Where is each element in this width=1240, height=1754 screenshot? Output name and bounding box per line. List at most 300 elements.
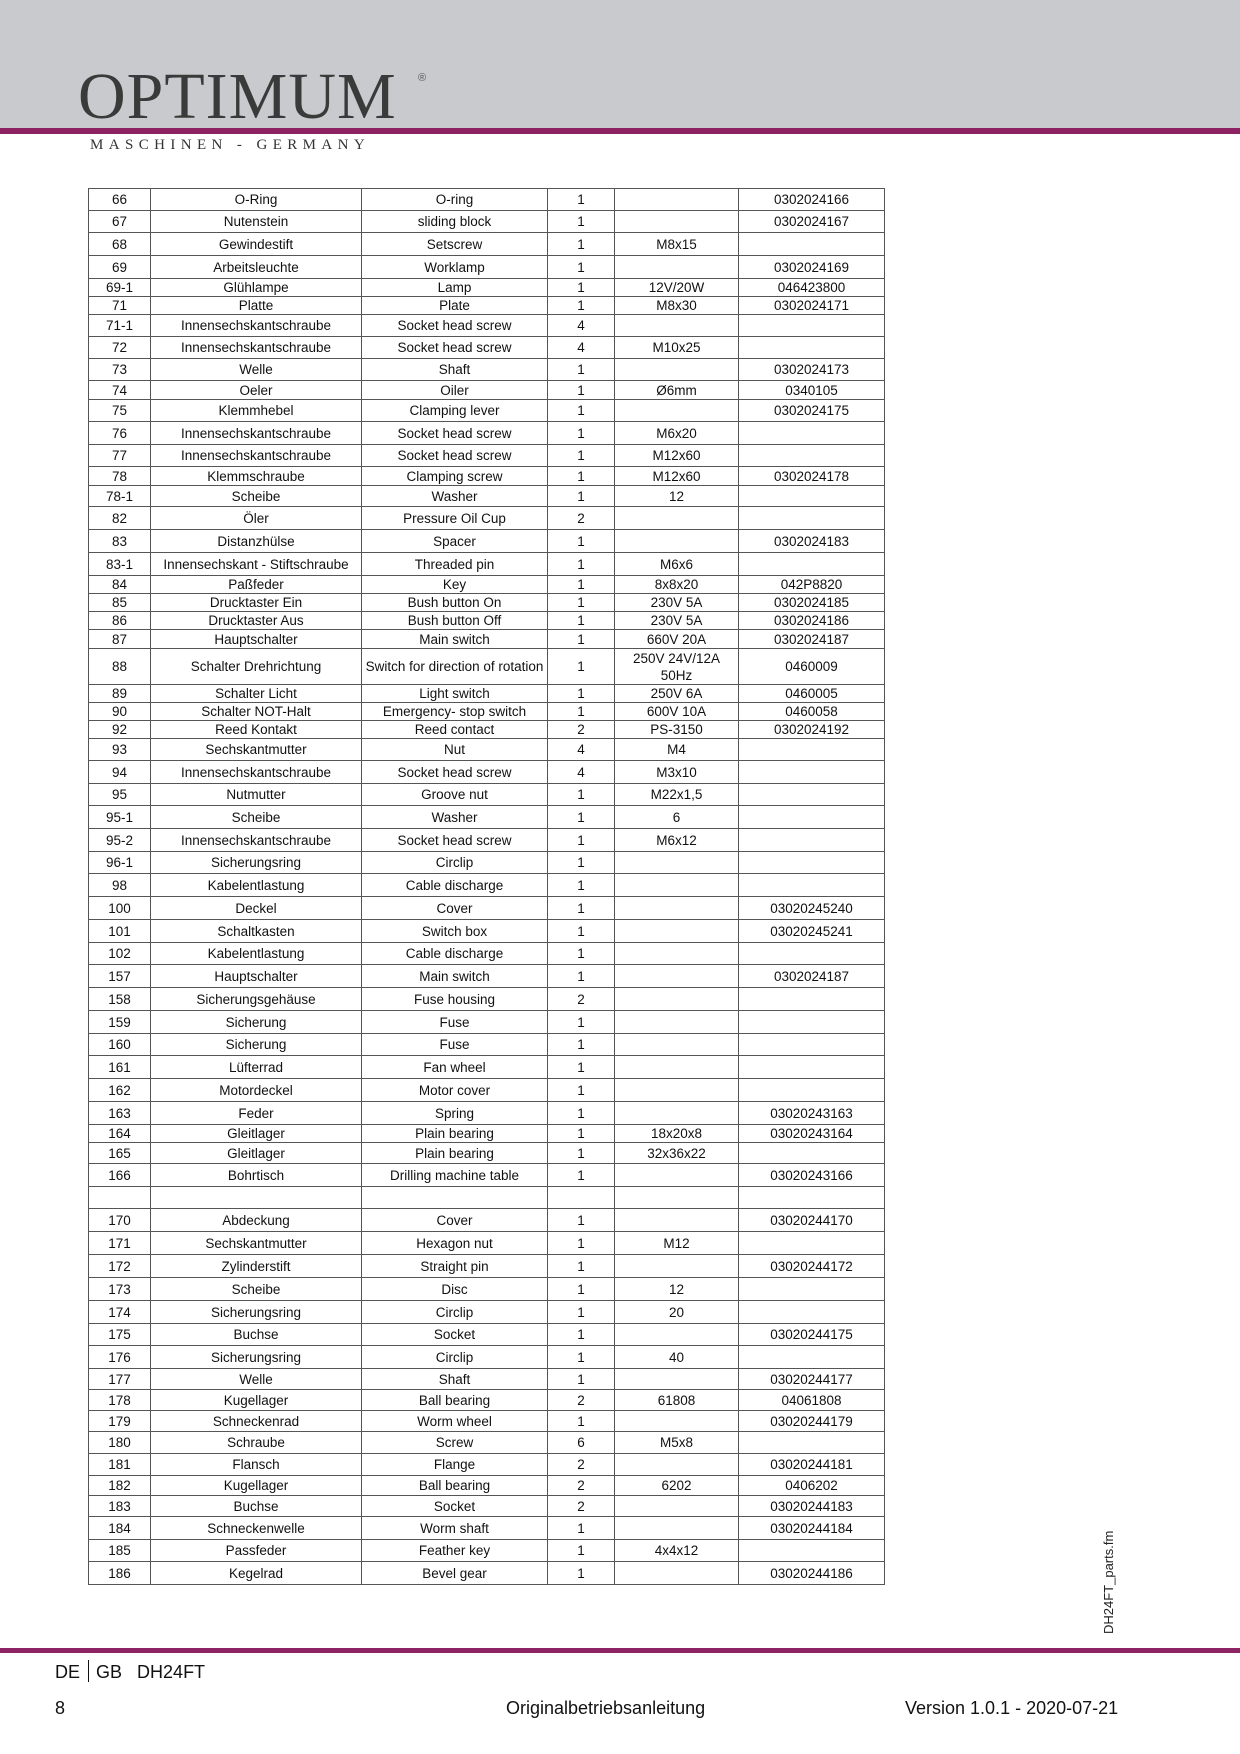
english-name-cell: Drilling machine table <box>362 1164 548 1187</box>
table-row <box>89 1255 885 1278</box>
quantity-cell: 1 <box>548 703 615 721</box>
item-number-cell: 95-2 <box>89 829 151 852</box>
size-cell: 6202 <box>615 1476 739 1496</box>
item-number-cell: 178 <box>89 1390 151 1411</box>
quantity-cell: 1 <box>548 1143 615 1164</box>
part-number-cell: 0302024173 <box>739 359 885 381</box>
part-number-cell <box>739 1301 885 1324</box>
part-number-cell: 03020243166 <box>739 1164 885 1187</box>
part-number-cell <box>739 1432 885 1454</box>
english-name-cell: Plate <box>362 297 548 315</box>
german-name-cell: Distanzhülse <box>151 530 362 553</box>
english-name-cell: Circlip <box>362 1301 548 1324</box>
table-row <box>89 1562 885 1585</box>
german-name-cell: Oeler <box>151 381 362 400</box>
german-name-cell: Welle <box>151 1369 362 1390</box>
item-number-cell: 78-1 <box>89 486 151 507</box>
german-name-cell: Deckel <box>151 897 362 920</box>
german-name-cell: Arbeitsleuchte <box>151 256 362 279</box>
english-name-cell: Flange <box>362 1454 548 1476</box>
item-number-cell: 77 <box>89 445 151 467</box>
quantity-cell: 1 <box>548 920 615 943</box>
item-number-cell: 85 <box>89 594 151 612</box>
english-name-cell: Hexagon nut <box>362 1232 548 1255</box>
table-row <box>89 1143 885 1164</box>
german-name-cell: Innensechskantschraube <box>151 445 362 467</box>
table-row <box>89 1209 885 1232</box>
part-number-cell: 042P8820 <box>739 576 885 594</box>
part-number-cell <box>739 1232 885 1255</box>
german-name-cell: Sicherungsring <box>151 1346 362 1369</box>
quantity-cell: 1 <box>548 467 615 486</box>
german-name-cell: Drucktaster Ein <box>151 594 362 612</box>
english-name-cell: Motor cover <box>362 1079 548 1102</box>
quantity-cell: 1 <box>548 359 615 381</box>
part-number-cell <box>739 1278 885 1301</box>
quantity-cell: 1 <box>548 400 615 422</box>
quantity-cell: 1 <box>548 1301 615 1324</box>
size-cell <box>615 1034 739 1056</box>
english-name-cell: Groove nut <box>362 784 548 806</box>
item-number-cell: 76 <box>89 422 151 445</box>
german-name-cell: Sechskantmutter <box>151 1232 362 1255</box>
quantity-cell: 1 <box>548 256 615 279</box>
size-cell: M6x12 <box>615 829 739 852</box>
table-row <box>89 486 885 507</box>
german-name-cell: Scheibe <box>151 806 362 829</box>
english-name-cell: Worklamp <box>362 256 548 279</box>
item-number-cell: 74 <box>89 381 151 400</box>
german-name-cell: Innensechskantschraube <box>151 337 362 359</box>
english-name-cell: Circlip <box>362 852 548 874</box>
part-number-cell <box>739 852 885 874</box>
item-number-cell: 165 <box>89 1143 151 1164</box>
quantity-cell: 1 <box>548 279 615 297</box>
item-number-cell: 88 <box>89 649 151 685</box>
part-number-cell: 03020244183 <box>739 1496 885 1517</box>
german-name-cell: Gleitlager <box>151 1125 362 1143</box>
english-name-cell: Cable discharge <box>362 874 548 897</box>
german-name-cell: Nutmutter <box>151 784 362 806</box>
item-number-cell: 82 <box>89 507 151 530</box>
item-number-cell: 179 <box>89 1411 151 1432</box>
item-number-cell: 96-1 <box>89 852 151 874</box>
quantity-cell: 1 <box>548 1562 615 1585</box>
size-cell: 40 <box>615 1346 739 1369</box>
item-number-cell: 185 <box>89 1540 151 1562</box>
german-name-cell: Kabelentlastung <box>151 874 362 897</box>
part-number-cell <box>739 315 885 337</box>
item-number-cell: 73 <box>89 359 151 381</box>
table-row <box>89 1301 885 1324</box>
table-row <box>89 1079 885 1102</box>
size-cell <box>615 1164 739 1187</box>
size-cell: M4 <box>615 739 739 761</box>
item-number-cell: 170 <box>89 1209 151 1232</box>
english-name-cell: Threaded pin <box>362 553 548 576</box>
item-number-cell: 90 <box>89 703 151 721</box>
part-number-cell <box>739 988 885 1011</box>
table-row <box>89 1187 885 1209</box>
size-cell: 61808 <box>615 1390 739 1411</box>
table-row <box>89 829 885 852</box>
german-name-cell: Öler <box>151 507 362 530</box>
quantity-cell: 1 <box>548 1517 615 1540</box>
item-number-cell: 84 <box>89 576 151 594</box>
table-row <box>89 1411 885 1432</box>
table-row <box>89 422 885 445</box>
size-cell <box>615 1496 739 1517</box>
english-name-cell: Socket head screw <box>362 337 548 359</box>
german-name-cell: Scheibe <box>151 1278 362 1301</box>
english-name-cell: Spacer <box>362 530 548 553</box>
quantity-cell: 1 <box>548 897 615 920</box>
part-number-cell: 0460005 <box>739 685 885 703</box>
quantity-cell: 1 <box>548 1034 615 1056</box>
item-number-cell: 161 <box>89 1056 151 1079</box>
item-number-cell: 163 <box>89 1102 151 1125</box>
english-name-cell: Screw <box>362 1432 548 1454</box>
table-row <box>89 1125 885 1143</box>
english-name-cell: Fuse <box>362 1034 548 1056</box>
item-number-cell: 101 <box>89 920 151 943</box>
item-number-cell: 72 <box>89 337 151 359</box>
english-name-cell: Shaft <box>362 1369 548 1390</box>
table-row <box>89 211 885 233</box>
part-number-cell: 03020244181 <box>739 1454 885 1476</box>
german-name-cell: Kabelentlastung <box>151 943 362 965</box>
table-row <box>89 1454 885 1476</box>
size-cell: 4x4x12 <box>615 1540 739 1562</box>
english-name-cell: Spring <box>362 1102 548 1125</box>
english-name-cell: Socket head screw <box>362 829 548 852</box>
german-name-cell: Motordeckel <box>151 1079 362 1102</box>
table-row <box>89 1324 885 1346</box>
part-number-cell: 03020243164 <box>739 1125 885 1143</box>
english-name-cell: Ball bearing <box>362 1476 548 1496</box>
table-row <box>89 279 885 297</box>
quantity-cell: 2 <box>548 1496 615 1517</box>
table-row <box>89 1102 885 1125</box>
english-name-cell: Fuse housing <box>362 988 548 1011</box>
german-name-cell: Buchse <box>151 1324 362 1346</box>
size-cell <box>615 359 739 381</box>
part-number-cell: 03020244186 <box>739 1562 885 1585</box>
quantity-cell: 1 <box>548 1369 615 1390</box>
part-number-cell: 0406202 <box>739 1476 885 1496</box>
english-name-cell: Cover <box>362 1209 548 1232</box>
quantity-cell: 1 <box>548 530 615 553</box>
item-number-cell: 172 <box>89 1255 151 1278</box>
table-row <box>89 685 885 703</box>
german-name-cell: Schraube <box>151 1432 362 1454</box>
quantity-cell: 1 <box>548 594 615 612</box>
model-name: DH24FT <box>137 1662 206 1682</box>
size-cell <box>615 1411 739 1432</box>
item-number-cell: 174 <box>89 1301 151 1324</box>
size-cell <box>615 211 739 233</box>
table-row <box>89 649 885 685</box>
size-cell <box>615 965 739 988</box>
english-name-cell: Reed contact <box>362 721 548 739</box>
size-cell: M8x15 <box>615 233 739 256</box>
german-name-cell: Kugellager <box>151 1476 362 1496</box>
file-name-label: DH24FT_parts.fm <box>1101 1530 1116 1634</box>
table-row <box>89 988 885 1011</box>
quantity-cell: 1 <box>548 784 615 806</box>
table-row <box>89 1034 885 1056</box>
part-number-cell: 03020244172 <box>739 1255 885 1278</box>
german-name-cell: Hauptschalter <box>151 965 362 988</box>
part-number-cell: 0302024169 <box>739 256 885 279</box>
size-cell <box>615 1209 739 1232</box>
item-number-cell: 78 <box>89 467 151 486</box>
part-number-cell: 03020244175 <box>739 1324 885 1346</box>
english-name-cell: Bush button Off <box>362 612 548 630</box>
quantity-cell: 1 <box>548 806 615 829</box>
size-cell <box>615 897 739 920</box>
quantity-cell: 4 <box>548 761 615 784</box>
item-number-cell: 162 <box>89 1079 151 1102</box>
quantity-cell: 1 <box>548 553 615 576</box>
item-number-cell: 98 <box>89 874 151 897</box>
quantity-cell: 1 <box>548 486 615 507</box>
quantity-cell: 1 <box>548 1232 615 1255</box>
logo-tagline: MASCHINEN - GERMANY <box>90 137 371 153</box>
size-cell: 6 <box>615 806 739 829</box>
part-number-cell: 0302024171 <box>739 297 885 315</box>
item-number-cell: 184 <box>89 1517 151 1540</box>
item-number-cell: 87 <box>89 630 151 649</box>
size-cell: 32x36x22 <box>615 1143 739 1164</box>
english-name-cell: Oiler <box>362 381 548 400</box>
german-name-cell: Schaltkasten <box>151 920 362 943</box>
item-number-cell: 183 <box>89 1496 151 1517</box>
table-row <box>89 612 885 630</box>
part-number-cell <box>739 806 885 829</box>
german-name-cell: Sicherung <box>151 1034 362 1056</box>
german-name-cell: Hauptschalter <box>151 630 362 649</box>
part-number-cell: 03020245241 <box>739 920 885 943</box>
quantity-cell: 1 <box>548 1209 615 1232</box>
english-name-cell: Washer <box>362 806 548 829</box>
size-cell <box>615 1187 739 1209</box>
german-name-cell: Schneckenrad <box>151 1411 362 1432</box>
size-cell: M5x8 <box>615 1432 739 1454</box>
size-cell: 230V 5A <box>615 594 739 612</box>
german-name-cell: Klemmhebel <box>151 400 362 422</box>
lang-de: DE <box>55 1662 81 1682</box>
german-name-cell: Gleitlager <box>151 1143 362 1164</box>
english-name-cell: Cable discharge <box>362 943 548 965</box>
item-number-cell <box>89 1187 151 1209</box>
english-name-cell: Main switch <box>362 965 548 988</box>
english-name-cell: Switch for direction of rotation <box>362 649 548 685</box>
part-number-cell: 0302024187 <box>739 965 885 988</box>
table-row <box>89 315 885 337</box>
size-cell: M6x20 <box>615 422 739 445</box>
german-name-cell: Abdeckung <box>151 1209 362 1232</box>
size-cell <box>615 530 739 553</box>
german-name-cell: Schneckenwelle <box>151 1517 362 1540</box>
part-number-cell: 0460058 <box>739 703 885 721</box>
size-cell <box>615 1369 739 1390</box>
english-name-cell: Shaft <box>362 359 548 381</box>
german-name-cell: Reed Kontakt <box>151 721 362 739</box>
item-number-cell: 181 <box>89 1454 151 1476</box>
item-number-cell: 71-1 <box>89 315 151 337</box>
german-name-cell: Buchse <box>151 1496 362 1517</box>
part-number-cell <box>739 422 885 445</box>
size-cell <box>615 1562 739 1585</box>
quantity-cell: 1 <box>548 874 615 897</box>
table-row <box>89 1346 885 1369</box>
english-name-cell: Socket <box>362 1496 548 1517</box>
quantity-cell: 1 <box>548 649 615 685</box>
size-cell <box>615 1011 739 1034</box>
german-name-cell: O-Ring <box>151 189 362 211</box>
part-number-cell <box>739 1079 885 1102</box>
part-number-cell: 0302024192 <box>739 721 885 739</box>
german-name-cell: Paßfeder <box>151 576 362 594</box>
table-row <box>89 576 885 594</box>
german-name-cell: Platte <box>151 297 362 315</box>
english-name-cell: Socket head screw <box>362 315 548 337</box>
size-cell <box>615 920 739 943</box>
part-number-cell <box>739 507 885 530</box>
german-name-cell: Sicherungsring <box>151 852 362 874</box>
size-cell: Ø6mm <box>615 381 739 400</box>
part-number-cell <box>739 829 885 852</box>
size-cell: M6x6 <box>615 553 739 576</box>
part-number-cell <box>739 1143 885 1164</box>
english-name-cell: Bush button On <box>362 594 548 612</box>
table-row <box>89 594 885 612</box>
size-cell <box>615 507 739 530</box>
part-number-cell: 0460009 <box>739 649 885 685</box>
size-cell: M8x30 <box>615 297 739 315</box>
german-name-cell: Flansch <box>151 1454 362 1476</box>
table-row <box>89 256 885 279</box>
german-name-cell: Schalter Licht <box>151 685 362 703</box>
footer-accent-line <box>0 1648 1240 1653</box>
part-number-cell: 046423800 <box>739 279 885 297</box>
german-name-cell: Passfeder <box>151 1540 362 1562</box>
item-number-cell: 159 <box>89 1011 151 1034</box>
table-row <box>89 1390 885 1411</box>
english-name-cell <box>362 1187 548 1209</box>
table-row <box>89 630 885 649</box>
english-name-cell: Setscrew <box>362 233 548 256</box>
english-name-cell: Worm wheel <box>362 1411 548 1432</box>
lang-gb: GB <box>96 1662 123 1682</box>
english-name-cell: Plain bearing <box>362 1125 548 1143</box>
table-row <box>89 359 885 381</box>
part-number-cell: 03020243163 <box>739 1102 885 1125</box>
quantity-cell: 2 <box>548 1476 615 1496</box>
item-number-cell: 89 <box>89 685 151 703</box>
quantity-cell: 1 <box>548 576 615 594</box>
table-row <box>89 806 885 829</box>
quantity-cell: 1 <box>548 1164 615 1187</box>
item-number-cell: 83 <box>89 530 151 553</box>
german-name-cell: Glühlampe <box>151 279 362 297</box>
quantity-cell: 1 <box>548 1056 615 1079</box>
part-number-cell: 0302024185 <box>739 594 885 612</box>
size-cell: 20 <box>615 1301 739 1324</box>
size-cell: 8x8x20 <box>615 576 739 594</box>
size-cell <box>615 400 739 422</box>
english-name-cell: Worm shaft <box>362 1517 548 1540</box>
german-name-cell: Gewindestift <box>151 233 362 256</box>
item-number-cell: 157 <box>89 965 151 988</box>
german-name-cell: Sechskantmutter <box>151 739 362 761</box>
english-name-cell: Washer <box>362 486 548 507</box>
table-row <box>89 1496 885 1517</box>
part-number-cell <box>739 943 885 965</box>
part-number-cell <box>739 486 885 507</box>
quantity-cell: 1 <box>548 189 615 211</box>
quantity-cell: 2 <box>548 988 615 1011</box>
page-number: 8 <box>55 1698 66 1718</box>
size-cell: 18x20x8 <box>615 1125 739 1143</box>
english-name-cell: Cover <box>362 897 548 920</box>
english-name-cell: O-ring <box>362 189 548 211</box>
part-number-cell <box>739 1540 885 1562</box>
table-row <box>89 1164 885 1187</box>
english-name-cell: Light switch <box>362 685 548 703</box>
optimum-logo: OPTIMUM <box>78 60 397 133</box>
item-number-cell: 69-1 <box>89 279 151 297</box>
item-number-cell: 175 <box>89 1324 151 1346</box>
quantity-cell: 1 <box>548 965 615 988</box>
quantity-cell: 1 <box>548 1346 615 1369</box>
item-number-cell: 171 <box>89 1232 151 1255</box>
part-number-cell <box>739 761 885 784</box>
item-number-cell: 173 <box>89 1278 151 1301</box>
table-row <box>89 784 885 806</box>
english-name-cell: Straight pin <box>362 1255 548 1278</box>
table-row <box>89 1432 885 1454</box>
size-cell <box>615 315 739 337</box>
quantity-cell: 1 <box>548 852 615 874</box>
item-number-cell: 71 <box>89 297 151 315</box>
table-row <box>89 761 885 784</box>
size-cell: M12 <box>615 1232 739 1255</box>
english-name-cell: Ball bearing <box>362 1390 548 1411</box>
size-cell: M12x60 <box>615 445 739 467</box>
size-cell <box>615 1454 739 1476</box>
part-number-cell: 0302024186 <box>739 612 885 630</box>
quantity-cell: 1 <box>548 445 615 467</box>
quantity-cell: 1 <box>548 1278 615 1301</box>
table-row <box>89 1011 885 1034</box>
german-name-cell: Lüfterrad <box>151 1056 362 1079</box>
german-name-cell: Klemmschraube <box>151 467 362 486</box>
table-row <box>89 445 885 467</box>
item-number-cell: 166 <box>89 1164 151 1187</box>
parts-table-body <box>89 189 885 1585</box>
item-number-cell: 92 <box>89 721 151 739</box>
quantity-cell: 1 <box>548 685 615 703</box>
quantity-cell <box>548 1187 615 1209</box>
quantity-cell: 1 <box>548 1102 615 1125</box>
part-number-cell: 0302024187 <box>739 630 885 649</box>
quantity-cell: 1 <box>548 829 615 852</box>
item-number-cell: 158 <box>89 988 151 1011</box>
size-cell <box>615 1324 739 1346</box>
german-name-cell: Welle <box>151 359 362 381</box>
